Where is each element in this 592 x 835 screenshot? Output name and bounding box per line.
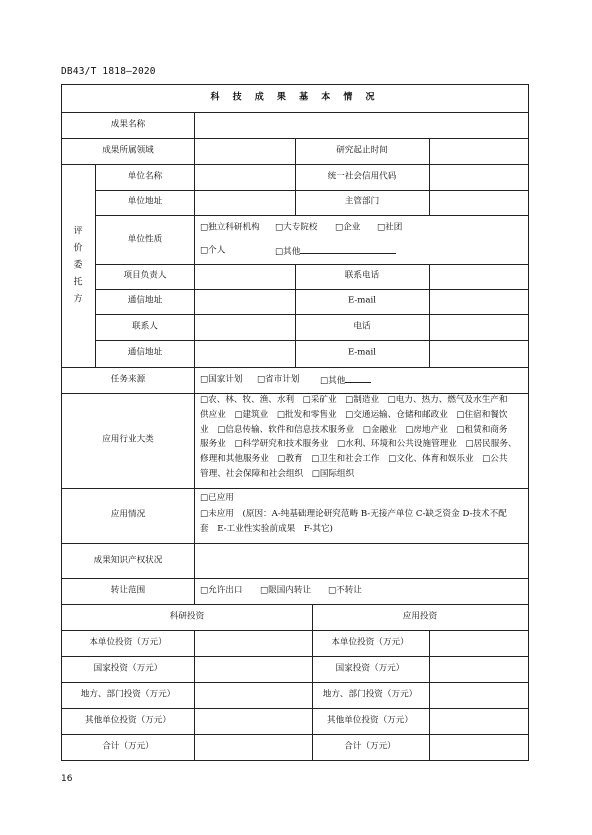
application-line: □未应用 (原因：A-纯基础理论研究范畴 B-无接产单位 C-缺乏资金 D-技术不配	[200, 508, 507, 519]
industry-line: □农、林、牧、渔、水利 □采矿业 □制造业 □电力、热力、燃气及水生产和	[200, 395, 508, 405]
invest-row-label: 本单位投资（万元）	[331, 637, 409, 648]
transfer-scope-label: 转让范围	[110, 585, 146, 596]
column-divider	[429, 630, 430, 761]
period-label: 研究起止时间	[336, 145, 388, 156]
row-divider	[95, 289, 529, 290]
row-divider	[95, 190, 529, 191]
field-label: 成果所属领域	[102, 145, 154, 156]
task-source-option[interactable]: □国家计划	[200, 374, 243, 385]
invest-row-label: 合计（万元）	[102, 741, 154, 752]
application-investment-label: 应用投资	[402, 611, 438, 622]
industry-line: 业 □信息传输、软件和信息技术服务业 □金融业 □房地产业 □租赁和商务	[200, 424, 508, 435]
industry-line: 服务业 □科学研究和技术服务业 □水利、环境和公共设施管理业 □居民服务、	[200, 439, 517, 450]
unit-nature-option[interactable]: □个人	[200, 245, 226, 256]
unit-nature-option[interactable]: □企业	[335, 222, 361, 233]
row-divider	[95, 264, 529, 265]
phone-label: 电话	[353, 321, 371, 332]
row-divider	[61, 112, 529, 113]
task-source-other-label: □其他	[320, 376, 346, 386]
unit-nature-label: 单位性质	[127, 234, 163, 245]
unit-nature-option[interactable]	[275, 244, 396, 258]
industry-options[interactable]	[200, 393, 530, 482]
row-divider	[61, 604, 529, 605]
unit-nature-option[interactable]: □社团	[377, 222, 403, 233]
application-line: □已应用	[200, 493, 234, 503]
unit-name-label: 单位名称	[127, 171, 163, 182]
invest-row-label: 地方、部门投资（万元）	[80, 689, 176, 700]
transfer-option[interactable]: □不转让	[328, 585, 362, 596]
row-divider	[61, 682, 529, 683]
unit-nature-option[interactable]: □大专院校	[275, 222, 318, 233]
transfer-option[interactable]: □允许出口	[200, 585, 243, 596]
column-divider	[194, 578, 195, 604]
column-divider	[194, 367, 195, 578]
application-line: 套 E-工业性实验前成果 F-其它)	[200, 524, 333, 534]
row-divider	[61, 578, 529, 579]
contact-phone-label: 联系电话	[344, 270, 380, 281]
table-title: 科 技 成 果 基 本 情 况	[210, 92, 380, 103]
column-divider	[194, 164, 195, 215]
column-divider	[194, 112, 195, 164]
invest-row-label: 地方、部门投资（万元）	[322, 689, 418, 700]
document-code: DB43/T 1818—2020	[61, 66, 156, 77]
row-divider	[61, 734, 529, 735]
invest-row-label: 国家投资（万元）	[93, 663, 163, 674]
contact-person-label: 联系人	[132, 321, 158, 332]
mail-address-label: 通信地址	[127, 295, 163, 306]
ip-status-label: 成果知识产权状况	[93, 555, 163, 566]
invest-row-label: 国家投资（万元）	[335, 663, 405, 674]
column-divider	[194, 264, 195, 367]
column-divider	[429, 138, 430, 164]
transfer-option[interactable]: □限国内转让	[260, 585, 312, 596]
row-divider	[95, 314, 529, 315]
task-source-option[interactable]	[320, 373, 371, 387]
mail-address-label: 通信地址	[127, 347, 163, 358]
row-divider	[61, 630, 529, 631]
industry-line: 修理和其他服务业 □教育 □卫生和社会工作 □文化、体育和娱乐业 □公共	[200, 454, 508, 465]
row-divider	[61, 488, 529, 489]
column-divider	[429, 164, 430, 215]
email-label: E-mail	[347, 347, 377, 358]
other-fill-line[interactable]	[300, 244, 396, 254]
row-divider	[61, 656, 529, 657]
invest-row-label: 其他单位投资（万元）	[85, 715, 171, 726]
row-divider	[61, 367, 529, 368]
column-divider	[295, 264, 296, 367]
task-source-label: 任务来源	[110, 374, 146, 385]
row-divider	[61, 708, 529, 709]
invest-row-label: 合计（万元）	[344, 741, 396, 752]
column-divider	[295, 138, 296, 164]
task-source-option[interactable]: □省市计划	[257, 374, 300, 385]
email-label: E-mail	[347, 295, 377, 306]
column-divider	[194, 215, 195, 264]
invest-row-label: 本单位投资（万元）	[89, 637, 167, 648]
invest-row-label: 其他单位投资（万元）	[327, 715, 413, 726]
other-fill-line[interactable]	[345, 373, 371, 383]
application-label: 应用情况	[110, 509, 146, 520]
evaluator-label: 评价委托方	[73, 226, 83, 305]
unit-nature-other-label: □其他	[275, 247, 301, 257]
industry-line: 供应业 □建筑业 □批发和零售业 □交通运输、仓储和邮政业 □住宿和餐饮	[200, 409, 508, 420]
industry-line: 管理、社会保障和社会组织 □国际组织	[200, 468, 355, 479]
application-options[interactable]	[200, 491, 530, 538]
industry-label: 应用行业大类	[102, 434, 154, 445]
row-divider	[95, 340, 529, 341]
column-divider	[429, 264, 430, 367]
achievement-name-label: 成果名称	[110, 119, 146, 130]
project-leader-label: 项目负责人	[123, 270, 167, 281]
row-divider	[95, 215, 529, 216]
research-investment-label: 科研投资	[169, 611, 205, 622]
column-divider	[95, 164, 96, 367]
page-number: 16	[61, 774, 73, 784]
unit-nature-option[interactable]: □独立科研机构	[200, 222, 260, 233]
credit-code-label: 统一社会信用代码	[327, 171, 397, 182]
row-divider	[61, 543, 529, 544]
column-divider	[312, 604, 313, 761]
column-divider	[194, 630, 195, 761]
unit-address-label: 单位地址	[127, 196, 163, 207]
column-divider	[295, 164, 296, 215]
authority-label: 主管部门	[344, 196, 380, 207]
